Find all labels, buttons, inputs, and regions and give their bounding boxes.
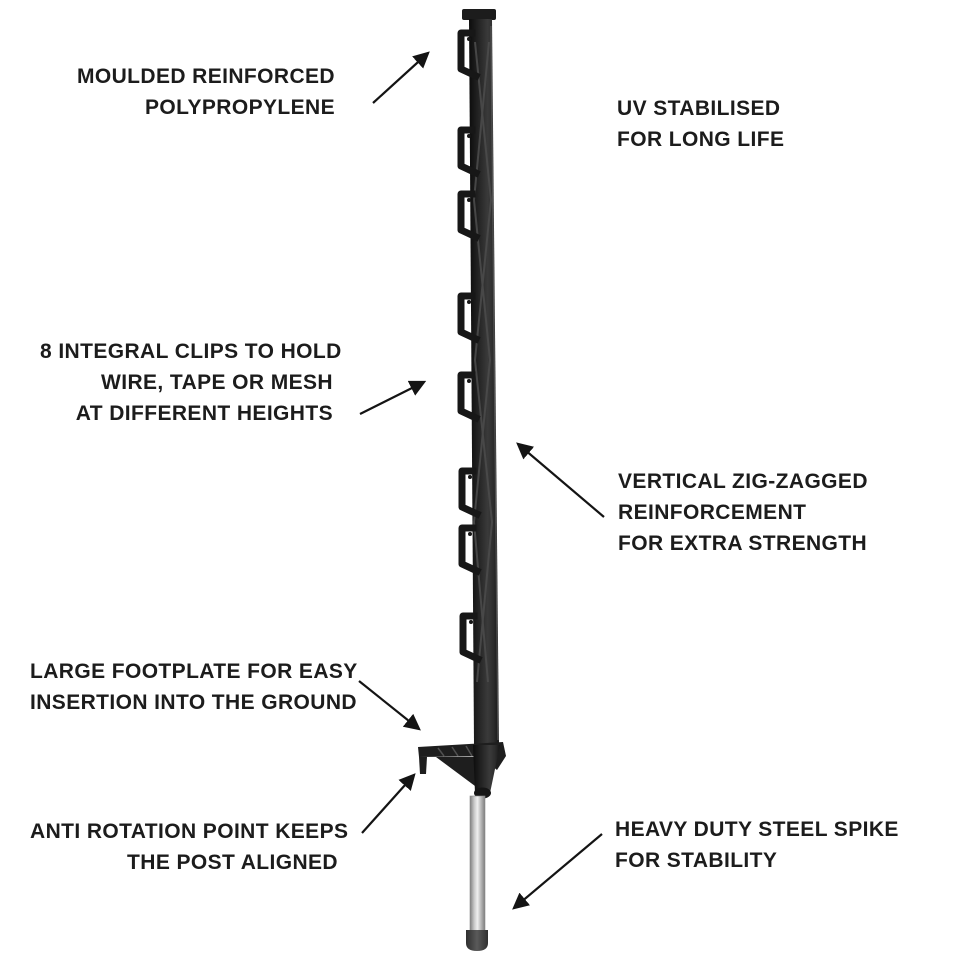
clip-nub <box>467 37 471 41</box>
clip-nub <box>467 379 471 383</box>
callout-anti-rotation-line2: THE POST ALIGNED <box>127 851 338 874</box>
callout-uv-line2: FOR LONG LIFE <box>617 128 785 151</box>
callout-spike <box>615 814 899 876</box>
clip-nub <box>468 532 472 536</box>
callout-clips <box>40 336 342 429</box>
callout-anti-rotation-line1: ANTI ROTATION POINT KEEPS <box>30 820 349 843</box>
clip-nub <box>467 198 471 202</box>
callout-moulded <box>40 61 335 123</box>
clip-nub <box>467 300 471 304</box>
arrow-footplate <box>359 681 419 729</box>
arrow-moulded <box>373 53 428 103</box>
callout-spike-line1: HEAVY DUTY STEEL SPIKE <box>615 818 899 841</box>
callout-footplate-line2: INSERTION INTO THE GROUND <box>30 691 357 714</box>
callout-zigzag <box>618 466 868 559</box>
callout-moulded-line2: POLYPROPYLENE <box>145 96 335 119</box>
footplate-underside <box>436 757 475 786</box>
post-cap <box>462 9 496 20</box>
callout-zigzag-line3: FOR EXTRA STRENGTH <box>618 532 868 555</box>
arrow-anti-rotation <box>362 775 414 833</box>
callout-spike-line2: FOR STABILITY <box>615 849 778 872</box>
spike-tip <box>466 930 488 951</box>
callout-anti-rotation <box>30 816 349 878</box>
callout-uv <box>617 93 784 155</box>
anti-rotation-point <box>419 757 427 774</box>
arrow-zigzag <box>518 444 604 517</box>
callout-clips-line1: 8 INTEGRAL CLIPS TO HOLD <box>40 340 342 363</box>
callout-clips-line3: AT DIFFERENT HEIGHTS <box>75 402 333 425</box>
steel-spike <box>466 796 488 951</box>
clip-nub <box>468 475 472 479</box>
clip-nub <box>467 134 471 138</box>
callout-footplate <box>30 656 358 718</box>
callout-clips-line2: WIRE, TAPE OR MESH <box>101 371 333 394</box>
steel-spike-rod <box>470 796 485 932</box>
callout-uv-line1: UV STABILISED <box>617 97 781 120</box>
arrow-clips <box>360 382 424 414</box>
callout-zigzag-line2: REINFORCEMENT <box>618 501 807 524</box>
callout-zigzag-line1: VERTICAL ZIG-ZAGGED <box>618 470 868 493</box>
callout-moulded-line1: MOULDED REINFORCED <box>76 65 335 88</box>
clip-nub <box>469 620 473 624</box>
callout-footplate-line1: LARGE FOOTPLATE FOR EASY <box>30 660 358 683</box>
arrow-spike <box>514 834 602 908</box>
